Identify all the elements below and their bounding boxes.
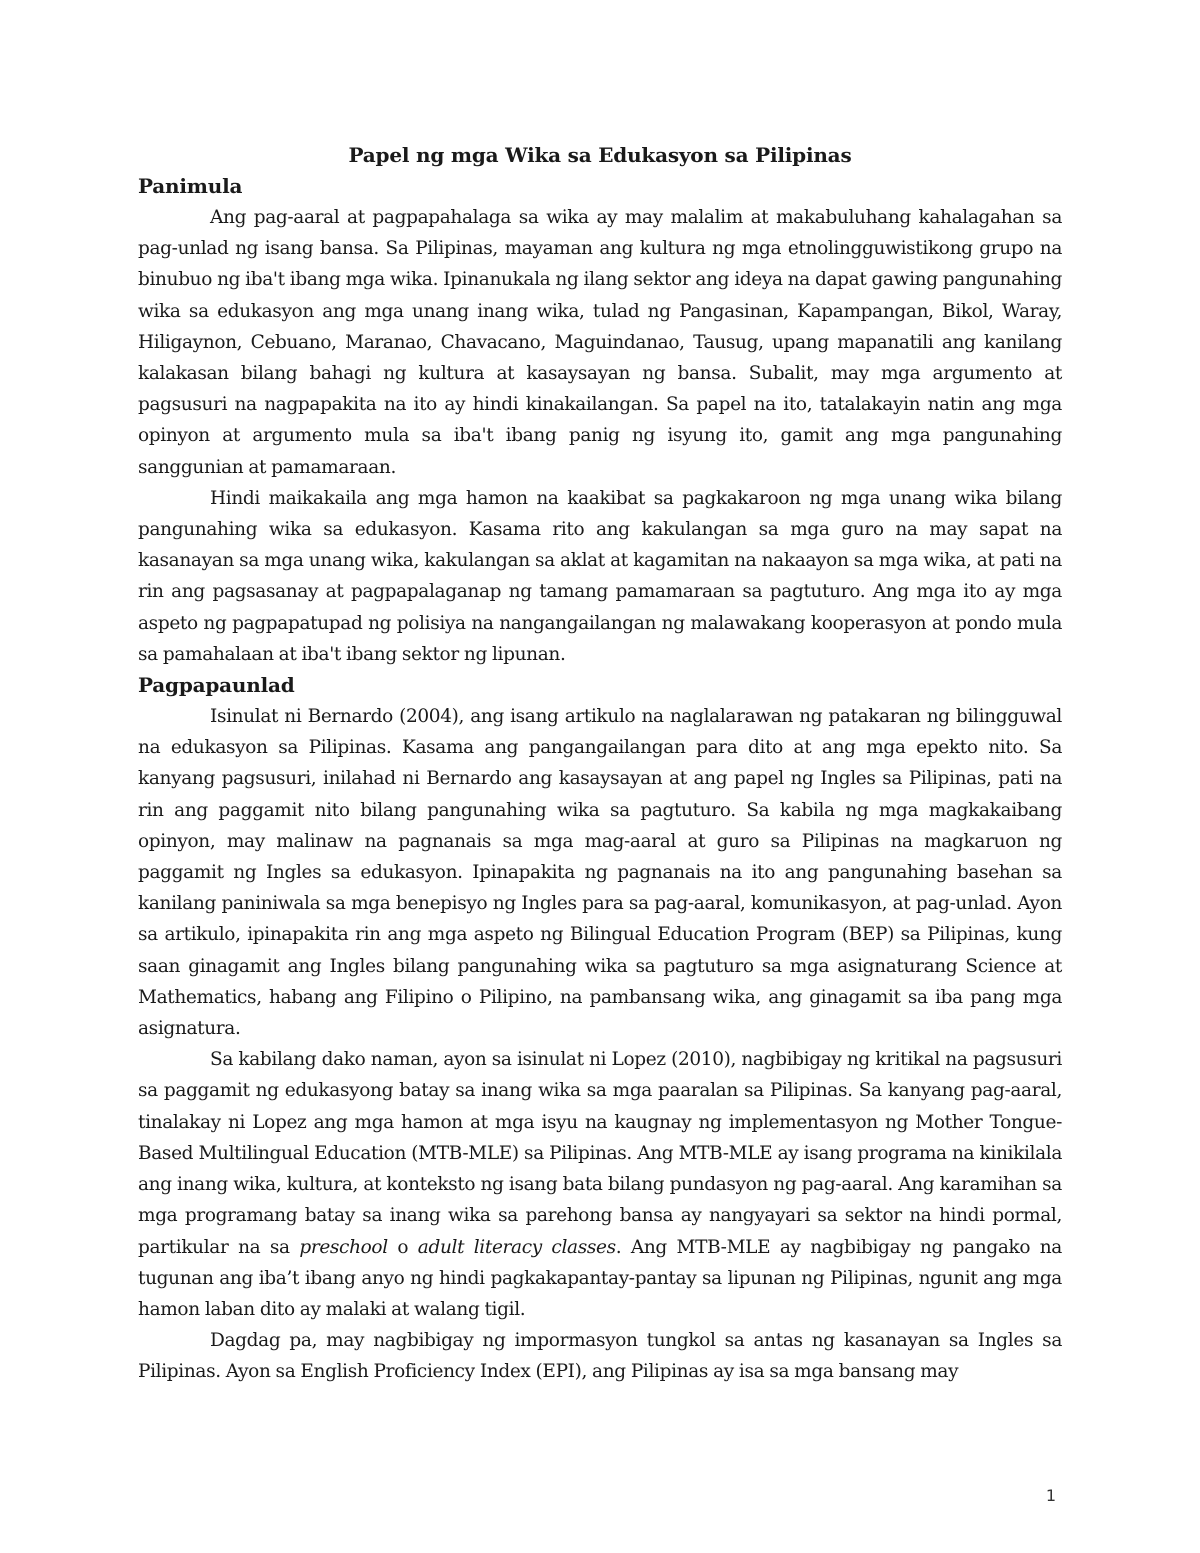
document-body — [138, 140, 1062, 1388]
italic-term: adult literacy classes — [417, 1236, 616, 1258]
paragraph: Ang pag-aaral at pagpapahalaga sa wika ay may malalim at makabuluhang kahalagahan sa pag-unlad ng isang bansa. Sa Pilipinas, mayaman ang kultura ng mga etnolingguwistikong grupo na binubuo ng iba't ibang mga wika. Ipinanukala ng ilang sektor ang ideya na dapat gawing pangunahing wika sa edukasyon ang mga unang inang wika, tulad ng Pangasinan, Kapampangan, Bikol, Waray, Hiligaynon, Cebuano, Maranao, Chavacano, Maguindanao, Tausug, upang mapanatili ang kanilang kalakasan bilang bahagi ng kultura at kasaysayan ng bansa. Subalit, may mga argumento at pagsusuri na nagpapakita na ito ay hindi kinakailangan. Sa papel na ito, tatalakayin natin ang mga opinyon at argumento mula sa iba't ibang panig ng isyung ito, gamit ang mga pangunahing sanggunian at pamamaraan. — [138, 207, 1062, 478]
paragraph: Hindi maikakaila ang mga hamon na kaakibat sa pagkakaroon ng mga unang wika bilang pangunahing wika sa edukasyon. Kasama rito ang kakulangan sa mga guro na may sapat na kasanayan sa mga unang wika, kakulangan sa aklat at kagamitan na nakaayon sa mga wika, at pati na rin ang pagsasanay at pagpapalaganap ng tamang pamamaraan sa pagtuturo. Ang mga ito ay mga aspeto ng pagpapatupad ng polisiya na nangangailangan ng malawakang kooperasyon at pondo mula sa pamahalaan at iba't ibang sektor ng lipunan. — [138, 487, 1062, 665]
section-heading-pagpapaunlad: Pagpapaunlad — [138, 673, 295, 698]
paragraph: Dagdag pa, may nagbibigay ng impormasyon tungkol sa antas ng kasanayan sa Ingles sa Pilipinas. Ayon sa English Proficiency Index (EPI), ang Pilipinas ay isa sa mga bansang may — [138, 1330, 1062, 1383]
paragraph-text: . Ang MTB-MLE ay nagbibigay ng pangako na tugunan ang iba’t ibang anyo ng hindi pagkakapantay-pantay sa lipunan ng Pilipinas, ngunit ang mga hamon laban dito ay malaki at walang tigil. — [138, 1236, 1062, 1320]
paragraph — [138, 1044, 1062, 1325]
paragraph-text: Sa kabilang dako naman, ayon sa isinulat ni Lopez (2010), nagbibigay ng kritikal na pagsusuri sa paggamit ng edukasyong batay sa inang wika sa mga paaralan sa Pilipinas. Sa kanyang pag-aaral, tinalakay ni Lopez ang mga hamon at mga isyu na kaugnay ng implementasyon ng Mother Tongue-Based Multilingual Education (MTB-MLE) sa Pilipinas. Ang MTB-MLE ay isang programa na kinikilala ang inang wika, kultura, at konteksto ng isang bata bilang pundasyon ng pag-aaral. Ang karamihan sa mga programang batay sa inang wika sa parehong bansa ay nangyayari sa sektor na hindi pormal, partikular na sa — [138, 1049, 1062, 1258]
paragraph-text: o — [387, 1236, 418, 1258]
italic-term: preschool — [299, 1236, 388, 1258]
page-number: 1 — [1045, 1486, 1056, 1505]
document-title: Papel ng mga Wika sa Edukasyon sa Pilipinas — [348, 143, 852, 167]
section-heading-panimula: Panimula — [138, 174, 243, 198]
paragraph: Isinulat ni Bernardo (2004), ang isang artikulo na naglalarawan ng patakaran ng bilingguwal na edukasyon sa Pilipinas. Kasama ang pangangailangan para dito at ang mga epekto nito. Sa kanyang pagsusuri, inilahad ni Bernardo ang kasaysayan at ang papel ng Ingles sa Pilipinas, pati na rin ang paggamit nito bilang pangunahing wika sa pagtuturo. Sa kabila ng mga magkakaibang opinyon, may malinaw na pagnanais sa mga mag-aaral at guro sa Pilipinas na magkaruon ng paggamit ng Ingles sa edukasyon. Ipinapakita ng pagnanais na ito ang pangunahing basehan sa kanilang paniniwala sa mga benepisyo ng Ingles para sa pag-aaral, komunikasyon, at pag-unlad. Ayon sa artikulo, ipinapakita rin ang mga aspeto ng Bilingual Education Program (BEP) sa Pilipinas, kung saan ginagamit ang Ingles bilang pangunahing wika sa pagtuturo sa mga asignaturang Science at Mathematics, habang ang Filipino o Pilipino, na pambansang wika, ang ginagamit sa iba pang mga asignatura. — [138, 706, 1062, 1040]
